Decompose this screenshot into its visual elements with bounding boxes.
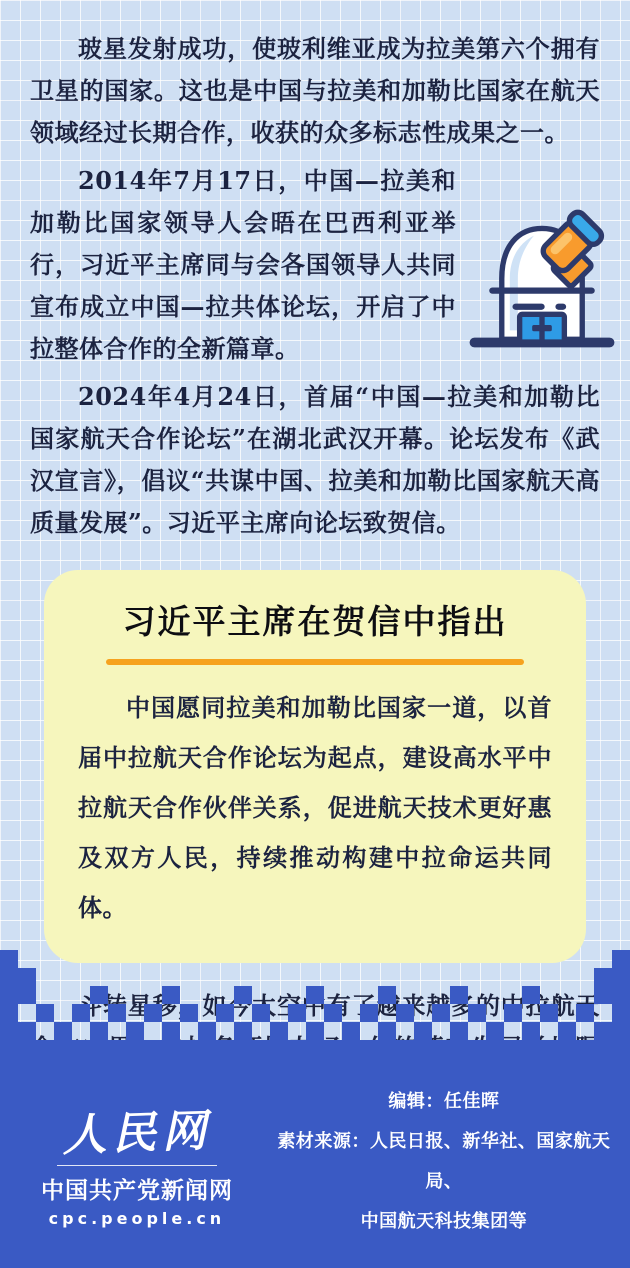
credit-editor: 编辑：任佳晖 <box>388 1091 500 1112</box>
callout-body: 中国愿同拉美和加勒比国家一道，以首届中拉航天合作论坛为起点，建设高水平中拉航天合作伙伴关系，促进航天技术更好惠及双方人民，持续推动构建中拉命运共同体。 <box>78 693 552 922</box>
logo-script-text: 人民网 <box>61 1104 213 1162</box>
credits-block <box>266 1082 622 1242</box>
logo-divider <box>57 1165 217 1166</box>
logo-site-name: 中国共产党新闻网 <box>40 1177 233 1204</box>
pixel-wave-border-icon <box>0 950 630 1082</box>
paragraph-2014-forum: 2014年7月17日，中国—拉美和加勒比国家领导人会晤在巴西利亚举行，习近平主席同与会各国领导人共同宣布成立中国—拉共体论坛，开启了中拉整体合作的全新篇章。 <box>30 166 456 363</box>
paragraph-2024-forum: 2024年4月24日，首届“中国—拉美和加勒比国家航天合作论坛”在湖北武汉开幕。论坛发布《武汉宣言》，倡议“共谋中国、拉美和加勒比国家航天高质量发展”。习近平主席向论坛致贺信。 <box>30 382 600 537</box>
callout-divider <box>106 659 523 665</box>
callout-box <box>44 570 586 963</box>
paragraph-satellite-launch: 玻星发射成功，使玻利维亚成为拉美第六个拥有卫星的国家。这也是中国与拉美和加勒比国家在航天领域经过长期合作，收获的众多标志性成果之一。 <box>30 34 600 147</box>
callout-title: 习近平主席在贺信中指出 <box>122 602 508 641</box>
logo-url: cpc.people.cn <box>48 1208 226 1228</box>
paragraph-2014-forum-wrap <box>30 160 600 370</box>
credit-sources-line2: 中国航天科技集团等 <box>360 1211 528 1232</box>
people-daily-logo <box>8 1097 266 1228</box>
observatory-icon <box>466 200 618 358</box>
credit-sources-line1: 素材来源：人民日报、新华社、国家航天局、 <box>277 1131 611 1192</box>
footer <box>0 1082 630 1268</box>
